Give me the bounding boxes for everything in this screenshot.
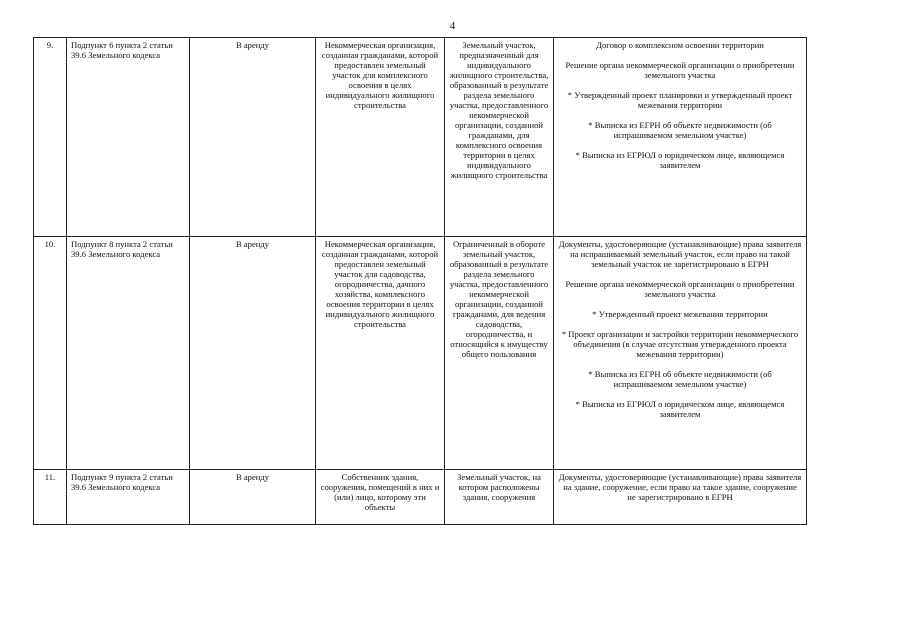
- grant-type-cell: В аренду: [190, 237, 316, 470]
- grant-type-cell: В аренду: [190, 470, 316, 525]
- required-documents-cell: [554, 38, 807, 237]
- table-row: [34, 470, 807, 525]
- document-item: * Выписка из ЕГРН об объекте недвижимости (об испрашиваемом земельном участке): [588, 119, 772, 140]
- page-number: 4: [449, 20, 456, 32]
- document-item: Документы, удостоверяющие (устанавливающие) права заявителя на испрашиваемый земельный участок, если право на такой земельный участок не зарегистрировано в ЕГРН: [558, 239, 802, 269]
- required-documents-cell: [554, 237, 807, 470]
- land-grounds-table: [33, 37, 807, 525]
- table-row: [34, 38, 807, 237]
- applicant-cell: Некоммерческая организация, созданная гражданами, которой предоставлен земельный участок для садоводства, огородничества, дачного хозяйства, комплексного освоения территории в целях индивидуального жилищного строительства: [316, 237, 445, 470]
- document-item: * Выписка из ЕГРЮЛ о юридическом лице, являющемся заявителем: [575, 398, 785, 419]
- grant-type-cell: В аренду: [190, 38, 316, 237]
- row-number-cell: 10.: [34, 237, 67, 470]
- document-item: Договор о комплексном освоении территории: [596, 40, 764, 50]
- document-item: * Утвержденный проект планировки и утвержденный проект межевания территории: [567, 89, 793, 110]
- document-item: * Проект организации и застройки территории некоммерческого объединения (в случае отсутствия утвержденного проекта межевания территории): [561, 328, 799, 359]
- document-item: * Утвержденный проект межевания территории: [592, 308, 768, 319]
- document-item: Решение органа некоммерческой организации о приобретении земельного участка: [565, 59, 795, 80]
- legal-basis-cell: Подпункт 6 пункта 2 статьи 39.6 Земельного кодекса: [67, 38, 190, 237]
- required-documents-cell: [554, 470, 807, 525]
- document-item: * Выписка из ЕГРН об объекте недвижимости (об испрашиваемом земельном участке): [588, 368, 772, 389]
- applicant-cell: Собственник здания, сооружения, помещений в них и (или) лицо, которому эти объекты: [316, 470, 445, 525]
- legal-basis-cell: Подпункт 8 пункта 2 статьи 39.6 Земельного кодекса: [67, 237, 190, 470]
- table-row: [34, 237, 807, 470]
- document-item: * Выписка из ЕГРЮЛ о юридическом лице, являющемся заявителем: [575, 149, 785, 170]
- land-plot-cell: Земельный участок, на котором расположены здания, сооружения: [445, 470, 554, 525]
- document-item: Документы, удостоверяющие (устанавливающие) права заявителя на здание, сооружение, если право на такое здание, сооружение не зарегистрировано в ЕГРН: [558, 472, 802, 502]
- document-item: Решение органа некоммерческой организации о приобретении земельного участка: [565, 278, 795, 299]
- row-number-cell: 9.: [34, 38, 67, 237]
- row-number-cell: 11.: [34, 470, 67, 525]
- legal-basis-cell: Подпункт 9 пункта 2 статьи 39.6 Земельного кодекса: [67, 470, 190, 525]
- land-plot-cell: Земельный участок, предназначенный для индивидуального жилищного строительства, образованный в результате раздела земельного участка, предоставленного некоммерческой организации, созданной гражданами, для комплексного освоения территории в целях индивидуального жилищного строительства: [445, 38, 554, 237]
- applicant-cell: Некоммерческая организация, созданная гражданами, которой предоставлен земельный участок для комплексного освоения в целях индивидуального жилищного строительства: [316, 38, 445, 237]
- land-plot-cell: Ограниченный в обороте земельный участок, образованный в результате раздела земельного участка, предоставленного некоммерческой организации, созданной гражданами, для ведения садоводства, огородничества, и относящийся к имуществу общего пользования: [445, 237, 554, 470]
